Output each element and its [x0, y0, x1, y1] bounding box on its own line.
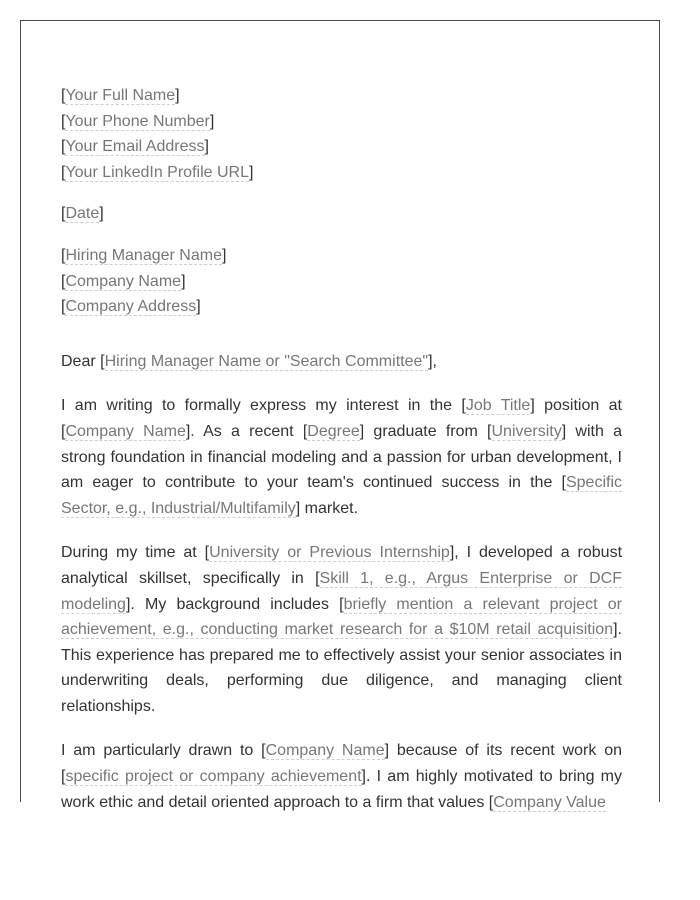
- placeholder-hiring-manager[interactable]: Hiring Manager Name: [65, 246, 222, 264]
- salutation-suffix: ,: [432, 352, 437, 370]
- salutation: Dear [Hiring Manager Name or "Search Committee"],: [61, 352, 437, 370]
- p3-text-3: . I am highly motivated to bring my work ethic and detail oriented approach to a firm that values: [61, 768, 623, 811]
- placeholder-company-name[interactable]: Company Name: [265, 742, 385, 760]
- p3-text-2: because of its recent work on: [389, 742, 622, 760]
- recipient-address-line: [Company Address]: [61, 298, 201, 316]
- placeholder-specific-sector[interactable]: Specific Sector, e.g., Industrial/Multifamily: [61, 474, 622, 517]
- cover-letter-body: [61, 83, 622, 815]
- date-line: [Date]: [61, 205, 104, 223]
- placeholder-job-title[interactable]: Job Title: [465, 397, 531, 415]
- paragraph-experience: During my time at [University or Previous Internship], I developed a robust analytical skillset, specifically in [Skill 1, e.g., Argus Enterprise or DCF modeling]. My background includes [briefly mention a relevant project or achievement, e.g., conducting market research for a $10M retail acquisition]. This experience has prepared me to effectively assist your senior associates in underwriting deals, performing due diligence, and managing client relationships.: [61, 544, 623, 715]
- placeholder-university[interactable]: University: [491, 422, 562, 440]
- placeholder-university-or-internship[interactable]: University or Previous Internship: [209, 544, 450, 562]
- recipient-manager-line: [Hiring Manager Name]: [61, 246, 227, 264]
- recipient-block: [61, 243, 622, 320]
- salutation-prefix: Dear: [61, 352, 101, 370]
- p1-text-2: position at: [534, 397, 622, 415]
- placeholder-company-name[interactable]: Company Name: [65, 272, 182, 290]
- p1-text-1: I am writing to formally express my interest in the: [61, 397, 462, 415]
- placeholder-linkedin[interactable]: Your LinkedIn Profile URL: [65, 163, 249, 181]
- sender-name-line: [Your Full Name]: [61, 87, 180, 104]
- placeholder-project[interactable]: specific project or company achievement: [65, 768, 362, 786]
- paragraph-motivation: I am particularly drawn to [Company Name] because of its recent work on [specific project or company achievement]. I am highly motivated to bring my work ethic and detail oriented approach to a firm that values [Company Value: [61, 742, 623, 811]
- sender-phone-line: [Your Phone Number]: [61, 112, 215, 130]
- p2-text-3: . My background includes: [130, 595, 340, 613]
- placeholder-degree[interactable]: Degree: [307, 422, 360, 440]
- placeholder-full-name[interactable]: Your Full Name: [65, 87, 176, 104]
- p1-text-3: . As a recent: [190, 422, 303, 440]
- placeholder-company-name[interactable]: Company Name: [65, 422, 186, 440]
- placeholder-company-address[interactable]: Company Address: [65, 298, 197, 316]
- placeholder-achievement[interactable]: briefly mention a relevant project or achievement, e.g., conducting market research for a $10M retail acquisition: [61, 595, 623, 639]
- recipient-company-line: [Company Name]: [61, 272, 186, 290]
- placeholder-phone[interactable]: Your Phone Number: [65, 112, 210, 130]
- p1-text-6: market.: [300, 499, 359, 517]
- paragraph-intro: I am writing to formally express my interest in the [Job Title] position at [Company Name]. As a recent [Degree] graduate from [University] with a strong foundation in financial modeling and a passion for urban development, I am eager to contribute to your team's continued success in the [Specific Sector, e.g., Industrial/Multifamily] market.: [61, 397, 622, 517]
- placeholder-skill[interactable]: Skill 1, e.g., Argus Enterprise or DCF modeling: [61, 569, 622, 613]
- date-block: [61, 201, 622, 227]
- placeholder-salutation-name[interactable]: Hiring Manager Name or "Search Committee": [104, 352, 429, 370]
- p1-text-5: with a strong foundation in financial modeling and a passion for urban development, I am eager to contribute to your team's continued success in the: [61, 422, 622, 492]
- p1-text-4: graduate from: [364, 422, 488, 440]
- sender-linkedin-line: [Your LinkedIn Profile URL]: [61, 163, 254, 181]
- sender-email-line: [Your Email Address]: [61, 138, 209, 156]
- sender-block: [61, 83, 622, 185]
- placeholder-email[interactable]: Your Email Address: [65, 138, 205, 156]
- p3-text-1: I am particularly drawn to: [61, 742, 262, 760]
- p2-text-1: During my time at: [61, 544, 205, 562]
- p2-text-2: , I developed a robust analytical skillset, specifically in: [61, 544, 623, 587]
- document-page: [20, 20, 660, 811]
- placeholder-company-value[interactable]: Company Value: [493, 793, 606, 811]
- placeholder-date[interactable]: Date: [65, 205, 100, 223]
- p2-text-4: . This experience has prepared me to effectively assist your senior associates in underwriting deals, performing due diligence, and managing client relationships.: [61, 621, 622, 715]
